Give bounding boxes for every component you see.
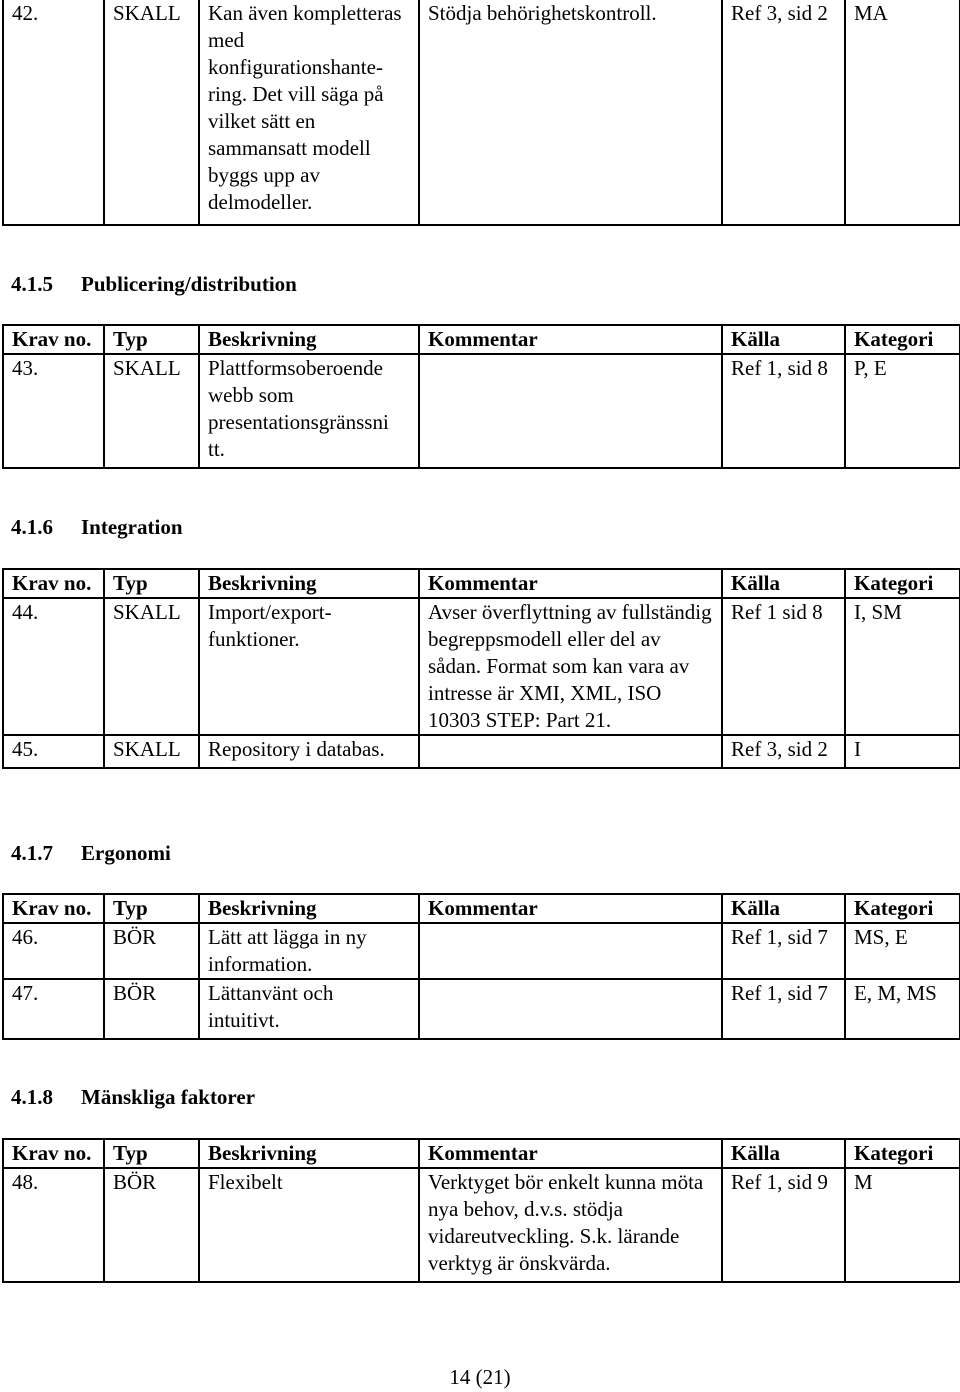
cell-typ: BÖR xyxy=(104,923,199,979)
table-row xyxy=(3,1168,960,1282)
cell-kommentar: Verktyget bör enkelt kunna möta nya behov, d.v.s. stödja vidareutveckling. S.k. lärande verktyg är önskvärda. xyxy=(419,1168,722,1282)
cell-kalla: Ref 1, sid 9 xyxy=(722,1168,845,1282)
header-kategori: Kategori xyxy=(845,569,960,598)
header-kategori: Kategori xyxy=(845,894,960,923)
cell-kommentar: Stödja behörighetskontroll. xyxy=(419,0,722,225)
cell-typ: SKALL xyxy=(104,354,199,468)
header-kalla: Källa xyxy=(722,325,845,354)
cell-typ: SKALL xyxy=(104,735,199,768)
header-kategori: Kategori xyxy=(845,1139,960,1168)
cell-typ: BÖR xyxy=(104,1168,199,1282)
table-continued xyxy=(2,0,960,226)
cell-beskrivning: Repository i databas. xyxy=(199,735,419,768)
table-row xyxy=(3,923,960,979)
header-krav-no: Krav no. xyxy=(3,894,104,923)
cell-krav-no: 43. xyxy=(3,354,104,468)
table-row xyxy=(3,735,960,768)
requirements-table xyxy=(2,1138,960,1283)
cell-kategori: I xyxy=(845,735,960,768)
section-title: Integration xyxy=(81,515,183,539)
header-typ: Typ xyxy=(104,1139,199,1168)
header-kategori: Kategori xyxy=(845,325,960,354)
section-title: Ergonomi xyxy=(81,841,171,865)
table-header-row xyxy=(3,569,960,598)
cell-kommentar xyxy=(419,923,722,979)
table-header-row xyxy=(3,1139,960,1168)
header-krav-no: Krav no. xyxy=(3,1139,104,1168)
cell-krav-no: 42. xyxy=(3,0,104,225)
requirements-table xyxy=(2,893,960,1040)
cell-beskrivning: Flexibelt xyxy=(199,1168,419,1282)
section-number: 4.1.8 xyxy=(11,1085,53,1109)
header-kalla: Källa xyxy=(722,1139,845,1168)
header-kommentar: Kommentar xyxy=(419,569,722,598)
header-kommentar: Kommentar xyxy=(419,325,722,354)
cell-kategori: MS, E xyxy=(845,923,960,979)
header-kalla: Källa xyxy=(722,569,845,598)
cell-kategori: MA xyxy=(845,0,960,225)
section-heading xyxy=(11,271,297,298)
header-kommentar: Kommentar xyxy=(419,894,722,923)
table-row xyxy=(3,598,960,735)
cell-beskrivning: Import/export-funktioner. xyxy=(199,598,419,735)
section-number: 4.1.5 xyxy=(11,272,53,296)
section-heading xyxy=(11,514,183,541)
header-kalla: Källa xyxy=(722,894,845,923)
table-row xyxy=(3,979,960,1039)
cell-kommentar xyxy=(419,979,722,1039)
cell-kategori: M xyxy=(845,1168,960,1282)
cell-kalla: Ref 3, sid 2 xyxy=(722,0,845,225)
table-row xyxy=(3,354,960,468)
header-kommentar: Kommentar xyxy=(419,1139,722,1168)
cell-typ: SKALL xyxy=(104,598,199,735)
section-title: Publicering/distribution xyxy=(81,272,297,296)
cell-kategori: I, SM xyxy=(845,598,960,735)
cell-krav-no: 45. xyxy=(3,735,104,768)
cell-beskrivning: Lätt att lägga in ny information. xyxy=(199,923,419,979)
header-beskrivning: Beskrivning xyxy=(199,1139,419,1168)
cell-krav-no: 48. xyxy=(3,1168,104,1282)
cell-kommentar: Avser överflyttning av fullständig begreppsmodell eller del av sådan. Format som kan vara av intresse är XMI, XML, ISO 10303 STEP: Part 21. xyxy=(419,598,722,735)
cell-kategori: P, E xyxy=(845,354,960,468)
cell-beskrivning: Plattformsoberoende webb som presentationsgränssni tt. xyxy=(199,354,419,468)
header-beskrivning: Beskrivning xyxy=(199,894,419,923)
cell-krav-no: 44. xyxy=(3,598,104,735)
header-typ: Typ xyxy=(104,569,199,598)
cell-kalla: Ref 1, sid 7 xyxy=(722,979,845,1039)
cell-typ: SKALL xyxy=(104,0,199,225)
section-number: 4.1.6 xyxy=(11,515,53,539)
cell-krav-no: 47. xyxy=(3,979,104,1039)
cell-kalla: Ref 3, sid 2 xyxy=(722,735,845,768)
cell-beskrivning: Lättanvänt och intuitivt. xyxy=(199,979,419,1039)
section-number: 4.1.7 xyxy=(11,841,53,865)
cell-kategori: E, M, MS xyxy=(845,979,960,1039)
table-header-row xyxy=(3,325,960,354)
header-beskrivning: Beskrivning xyxy=(199,569,419,598)
header-krav-no: Krav no. xyxy=(3,325,104,354)
header-typ: Typ xyxy=(104,325,199,354)
section-title: Mänskliga faktorer xyxy=(81,1085,256,1109)
table-row xyxy=(3,0,960,225)
cell-kommentar xyxy=(419,735,722,768)
cell-krav-no: 46. xyxy=(3,923,104,979)
cell-kalla: Ref 1, sid 8 xyxy=(722,354,845,468)
header-krav-no: Krav no. xyxy=(3,569,104,598)
cell-typ: BÖR xyxy=(104,979,199,1039)
requirements-table xyxy=(2,324,960,469)
cell-kalla: Ref 1 sid 8 xyxy=(722,598,845,735)
section-heading xyxy=(11,1084,255,1111)
table-header-row xyxy=(3,894,960,923)
section-heading xyxy=(11,840,171,867)
requirements-table xyxy=(2,568,960,769)
header-beskrivning: Beskrivning xyxy=(199,325,419,354)
header-typ: Typ xyxy=(104,894,199,923)
page-number: 14 (21) xyxy=(449,1365,511,1389)
cell-kommentar xyxy=(419,354,722,468)
cell-kalla: Ref 1, sid 7 xyxy=(722,923,845,979)
cell-beskrivning: Kan även kompletteras med konfigurationshante-ring. Det vill säga på vilket sätt en sammansatt modell byggs upp av delmodeller. xyxy=(199,0,419,225)
